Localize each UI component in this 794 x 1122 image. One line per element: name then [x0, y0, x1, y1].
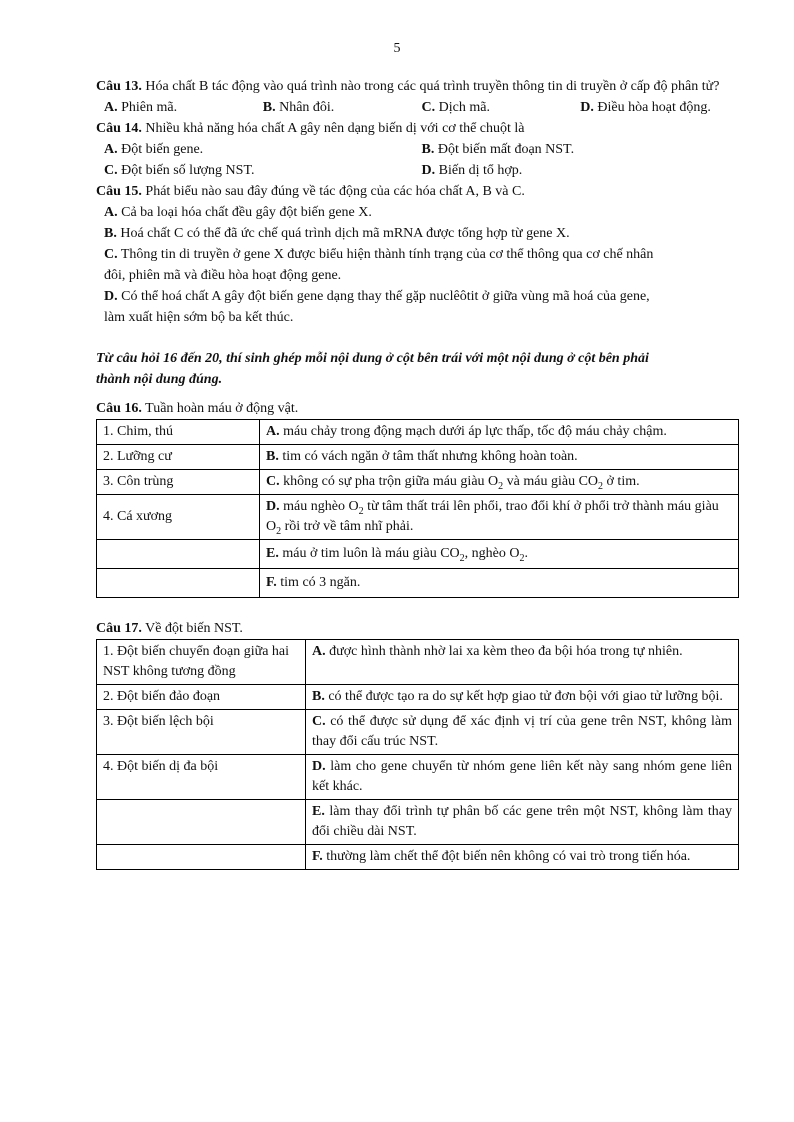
- option-text: có thể được tạo ra do sự kết hợp giao tử đơn bội với giao tử lưỡng bội.: [324, 689, 723, 704]
- question-label: Câu 15.: [96, 184, 142, 199]
- right-cell: [260, 569, 739, 598]
- right-cell: [306, 845, 739, 870]
- option-text-continued: làm xuất hiện sớm bộ ba kết thúc.: [104, 310, 294, 325]
- right-cell: [260, 420, 739, 445]
- left-cell: [97, 470, 260, 495]
- subscript: 2: [358, 505, 364, 517]
- left-text: 1. Chim, thú: [103, 424, 174, 439]
- question-label: Câu 13.: [96, 79, 142, 94]
- left-cell: [97, 800, 306, 845]
- option-letter: D.: [104, 289, 118, 304]
- question-label: Câu 17.: [96, 621, 142, 636]
- option-text: máu chảy trong động mạch dưới áp lực thấp, tốc độ máu chảy chậm.: [279, 424, 667, 439]
- table-row: [97, 685, 739, 710]
- question-text: Hóa chất B tác động vào quá trình nào trong các quá trình truyền thông tin di truyền ở cấp độ phân tử?: [141, 79, 720, 94]
- option-d: [422, 160, 740, 181]
- option-text: Có thể hoá chất A gây đột biến gene dạng thay thế gặp nuclêôtit ở giữa vùng mã hoá của gene,: [117, 289, 650, 304]
- left-text: 3. Đột biến lệch bội: [103, 714, 214, 729]
- option-d: [96, 286, 739, 328]
- left-cell: [97, 845, 306, 870]
- question-label: Câu 14.: [96, 121, 142, 136]
- option-c: [96, 244, 739, 286]
- option-letter: D.: [421, 163, 436, 178]
- question-17: [96, 618, 739, 639]
- option-text: Dịch mã.: [435, 100, 490, 115]
- option-letter: B.: [104, 226, 117, 241]
- subscript: 2: [459, 552, 465, 564]
- option-letter: D.: [312, 759, 326, 774]
- table-row: [97, 845, 739, 870]
- instruction-line-2: thành nội dung đúng.: [96, 372, 223, 387]
- option-letter: B.: [312, 689, 325, 704]
- option-text: không có sự pha trộn giữa máu giàu O: [279, 474, 499, 489]
- option-letter: C.: [104, 247, 118, 262]
- option-letter: D.: [580, 100, 594, 115]
- table-row: [97, 800, 739, 845]
- right-cell: [260, 470, 739, 495]
- option-text: Hoá chất C có thể đã ức chế quá trình dịch mã mRNA được tổng hợp từ gene X.: [116, 226, 570, 241]
- option-text: và máu giàu CO: [503, 474, 599, 489]
- option-text: .: [524, 546, 528, 561]
- question-14-options-row-1: [96, 139, 739, 160]
- option-text: Điều hòa hoạt động.: [593, 100, 711, 115]
- question-text: Phát biểu nào sau đây đúng về tác động của các hóa chất A, B và C.: [141, 184, 525, 199]
- option-text: Biến dị tổ hợp.: [435, 163, 523, 178]
- left-text: 1. Đột biến chuyển đoạn giữa hai NST không tương đồng: [103, 644, 290, 679]
- option-text: làm thay đổi trình tự phân bố các gene trên một NST, không làm thay đổi chiều dài NST.: [312, 804, 732, 839]
- question-label: Câu 16.: [96, 401, 142, 416]
- question-15: [96, 181, 739, 202]
- left-text: 2. Đột biến đảo đoạn: [103, 689, 221, 704]
- option-letter: A.: [104, 100, 118, 115]
- question-13-options: [96, 97, 739, 118]
- option-letter: F.: [266, 575, 277, 590]
- option-letter: A.: [104, 205, 118, 220]
- option-text: tim có 3 ngăn.: [276, 575, 361, 590]
- subscript: 2: [519, 552, 525, 564]
- left-cell: [97, 755, 306, 800]
- option-text: ở tim.: [603, 474, 640, 489]
- right-cell: [260, 540, 739, 569]
- subscript: 2: [598, 480, 604, 492]
- left-cell: [97, 640, 306, 685]
- question-16-table: [96, 419, 739, 598]
- option-text: Cả ba loại hóa chất đều gây đột biến gene X.: [117, 205, 372, 220]
- left-cell: [97, 495, 260, 540]
- option-text: có thể được sử dụng để xác định vị trí của gene trên NST, không làm thay đổi cấu trúc NST.: [312, 714, 732, 749]
- left-text: 3. Côn trùng: [103, 474, 174, 489]
- option-a: [96, 202, 739, 223]
- option-text: rồi trở về tâm nhĩ phải.: [281, 519, 414, 534]
- table-row: [97, 540, 739, 569]
- table-row: [97, 710, 739, 755]
- right-cell: [306, 755, 739, 800]
- right-cell: [260, 495, 739, 540]
- question-13: [96, 76, 739, 97]
- option-letter: B.: [421, 142, 435, 157]
- instruction-line-1: Từ câu hỏi 16 đến 20, thí sinh ghép mỗi nội dung ở cột bên trái với một nội dung ở cột bên phải: [96, 351, 649, 366]
- left-text: 2. Lưỡng cư: [103, 449, 172, 464]
- option-text: làm cho gene chuyển từ nhóm gene liên kết này sang nhóm gene liên kết khác.: [312, 759, 732, 794]
- table-row: [97, 445, 739, 470]
- option-letter: B.: [266, 449, 279, 464]
- option-letter: C.: [266, 474, 280, 489]
- left-cell: [97, 685, 306, 710]
- right-cell: [306, 640, 739, 685]
- matching-instruction: [96, 348, 739, 390]
- option-text: , nghèo O: [464, 546, 520, 561]
- left-cell: [97, 420, 260, 445]
- left-cell: [97, 445, 260, 470]
- option-b: [96, 223, 739, 244]
- table-row: [97, 640, 739, 685]
- question-16: [96, 398, 739, 419]
- option-text: Đột biến số lượng NST.: [117, 163, 255, 178]
- left-cell: [97, 710, 306, 755]
- question-text: Nhiều khả năng hóa chất A gây nên dạng biến dị với cơ thể chuột là: [141, 121, 525, 136]
- option-text-continued: đôi, phiên mã và điều hòa hoạt động gene.: [104, 268, 342, 283]
- option-letter: E.: [266, 546, 279, 561]
- option-letter: A.: [104, 142, 118, 157]
- option-text: Đột biến gene.: [117, 142, 204, 157]
- option-text: được hình thành nhờ lai xa kèm theo đa bội hóa trong tự nhiên.: [325, 644, 683, 659]
- table-row: [97, 569, 739, 598]
- option-text: máu nghèo O: [279, 499, 359, 514]
- question-text: Tuần hoàn máu ở động vật.: [141, 401, 299, 416]
- right-cell: [260, 445, 739, 470]
- subscript: 2: [276, 525, 282, 537]
- option-text: tim có vách ngăn ở tâm thất nhưng không hoàn toàn.: [278, 449, 578, 464]
- question-14-options-row-2: [96, 160, 739, 181]
- option-text: máu ở tim luôn là máu giàu CO: [278, 546, 460, 561]
- option-letter: E.: [312, 804, 325, 819]
- table-row: [97, 470, 739, 495]
- table-row: [97, 755, 739, 800]
- table-row: [97, 420, 739, 445]
- option-letter: C.: [104, 163, 118, 178]
- left-text: 4. Cá xương: [103, 509, 173, 524]
- option-a: [104, 139, 422, 160]
- subscript: 2: [498, 480, 504, 492]
- option-text: Thông tin di truyền ở gene X được biểu hiện thành tính trạng của cơ thể thông qua cơ chế nhân: [117, 247, 654, 262]
- option-c: [422, 97, 581, 118]
- option-letter: D.: [266, 499, 280, 514]
- right-cell: [306, 710, 739, 755]
- option-b: [422, 139, 740, 160]
- option-letter: B.: [262, 100, 276, 115]
- option-letter: A.: [266, 424, 280, 439]
- option-text: Phiên mã.: [117, 100, 178, 115]
- option-letter: C.: [421, 100, 436, 115]
- right-cell: [306, 685, 739, 710]
- option-text: từ tâm thất trái lên phổi, trao đổi khí ở phổi trở thành máu giàu O: [266, 499, 719, 534]
- question-17-table: [96, 639, 739, 870]
- question-14: [96, 118, 739, 139]
- question-text: Về đột biến NST.: [141, 621, 243, 636]
- option-c: [104, 160, 422, 181]
- option-text: thường làm chết thể đột biến nên không có vai trò trong tiến hóa.: [322, 849, 691, 864]
- left-cell: [97, 569, 260, 598]
- option-text: Nhân đôi.: [275, 100, 335, 115]
- page-number: 5: [393, 41, 401, 56]
- option-letter: A.: [312, 644, 326, 659]
- left-cell: [97, 540, 260, 569]
- table-row: [97, 495, 739, 540]
- left-text: 4. Đột biến dị đa bội: [103, 759, 219, 774]
- option-letter: C.: [312, 714, 326, 729]
- option-d: [580, 97, 739, 118]
- option-letter: F.: [312, 849, 323, 864]
- option-text: Đột biến mất đoạn NST.: [434, 142, 575, 157]
- page-content: [96, 76, 739, 870]
- right-cell: [306, 800, 739, 845]
- option-b: [263, 97, 422, 118]
- option-a: [104, 97, 263, 118]
